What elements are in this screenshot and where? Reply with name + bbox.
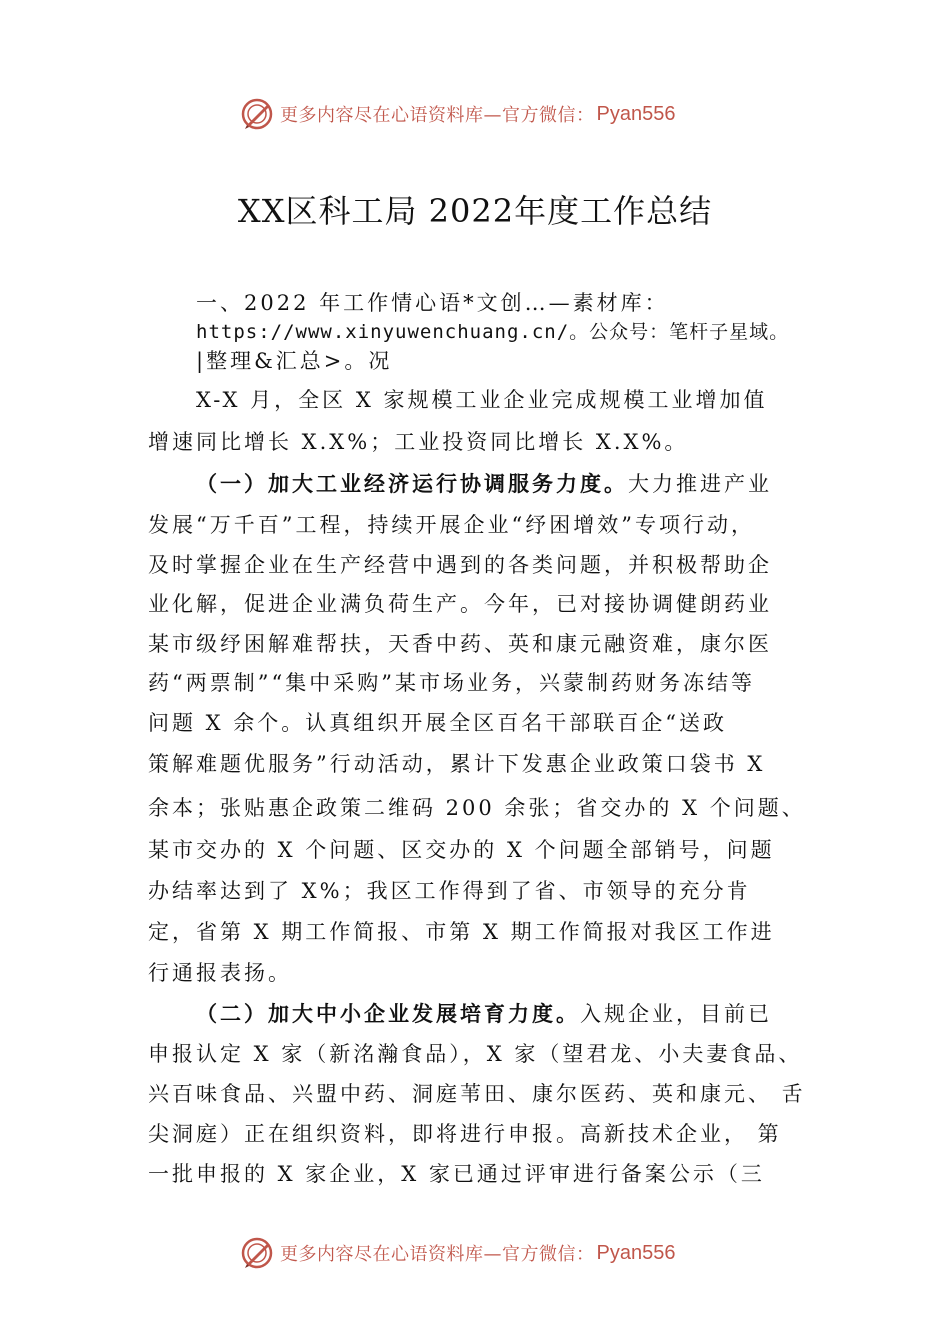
banner-text: 更多内容尽在心语资料库—官方微信： xyxy=(280,1244,595,1265)
pen-logo-icon xyxy=(240,97,274,131)
banner-text: 更多内容尽在心语资料库—官方微信： xyxy=(280,105,595,126)
item1-first-line-rest: 大力推进产业 xyxy=(628,472,772,496)
item2-first-line xyxy=(196,998,772,1028)
item1-line: 办结率达到了 X%；我区工作得到了省、市领导的充分肯 xyxy=(148,879,751,903)
document-title: XX区科工局 2022年度工作总结 xyxy=(237,192,713,230)
pen-logo-icon xyxy=(240,1236,274,1270)
summary-line: X-X 月，全区 X 家规模工业企业完成规模工业增加值 xyxy=(196,388,768,412)
item2-first-line-rest: 入规企业，目前已 xyxy=(580,1002,772,1026)
banner-wechat-handle: Pyan556 xyxy=(596,1241,676,1264)
item1-first-line xyxy=(196,468,772,498)
item1-line: 某市交办的 X 个问题、区交办的 X 个问题全部销号，问题 xyxy=(148,838,775,862)
section1-line: 一、2022 年工作情心语*文创…—素材库： xyxy=(196,291,669,315)
section1-line: |整理&汇总>。况 xyxy=(196,349,393,373)
item1-heading: （一）加大工业经济运行协调服务力度。 xyxy=(196,471,628,496)
section1-line: https://www.xinyuwenchuang.cn/。公众号：笔杆子星域。 xyxy=(196,321,790,343)
item2-heading: （二）加大中小企业发展培育力度。 xyxy=(196,1001,580,1026)
item1-line: 定，省第 X 期工作简报、市第 X 期工作简报对我区工作进 xyxy=(148,920,775,944)
item2-line: 申报认定 X 家（新洺瀚食品），X 家（望君龙、小夫妻食品、 xyxy=(148,1042,803,1066)
item1-line: 药“两票制”“集中采购”某市场业务，兴蒙制药财务冻结等 xyxy=(148,671,755,695)
item1-line: 余本；张贴惠企政策二维码 200 余张；省交办的 X 个问题、 xyxy=(148,796,806,820)
summary-line: 增速同比增长 X.X%；工业投资同比增长 X.X%。 xyxy=(148,430,689,454)
item1-line: 行通报表扬。 xyxy=(148,961,292,985)
header-watermark-banner xyxy=(240,97,760,131)
item2-line: 一批申报的 X 家企业，X 家已通过评审进行备案公示（三 xyxy=(148,1162,765,1186)
item1-line: 业化解，促进企业满负荷生产。今年，已对接协调健朗药业 xyxy=(148,592,772,616)
footer-watermark-banner xyxy=(240,1236,760,1270)
item1-line: 问题 X 余个。认真组织开展全区百名干部联百企“送政 xyxy=(148,711,728,735)
item1-line: 及时掌握企业在生产经营中遇到的各类问题，并积极帮助企 xyxy=(148,553,772,577)
item1-line: 策解难题优服务”行动活动，累计下发惠企业政策口袋书 X xyxy=(148,752,766,776)
item2-line: 尖洞庭）正在组织资料，即将进行申报。高新技术企业， 第 xyxy=(148,1122,782,1146)
item1-line: 某市级纾困解难帮扶，天香中药、英和康元融资难，康尔医 xyxy=(148,632,772,656)
item2-line: 兴百味食品、兴盟中药、洞庭苇田、康尔医药、英和康元、 舌 xyxy=(148,1082,806,1106)
item1-line: 发展“万千百”工程，持续开展企业“纾困增效”专项行动， xyxy=(148,513,755,537)
banner-wechat-handle: Pyan556 xyxy=(596,102,676,125)
